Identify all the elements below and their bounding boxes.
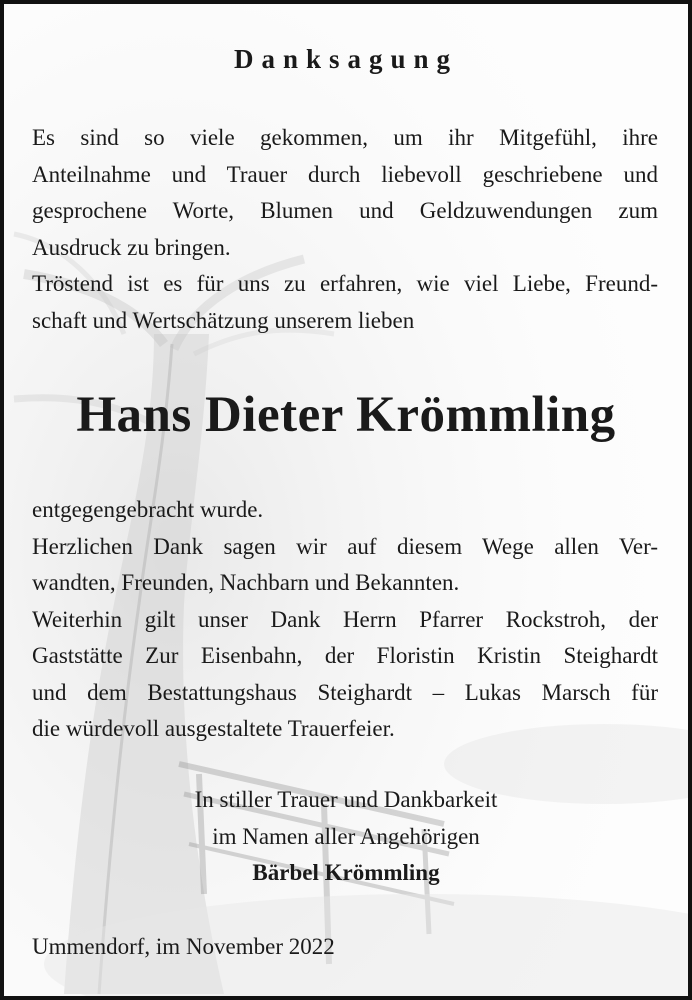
intro-line: gesprochene Worte, Blumen und Geldzuwendungen zum — [32, 198, 658, 223]
thanks-paragraph — [32, 492, 658, 748]
place-and-date: Ummendorf, im November 2022 — [32, 934, 335, 959]
body-line: die würdevoll ausgestaltete Trauerfeier. — [32, 716, 395, 741]
body-line: Gaststätte Zur Eisenbahn, der Floristin Kristin Steighardt — [32, 643, 658, 668]
body-line: Weiterhin gilt unser Dank Herrn Pfarrer Rockstroh, der — [32, 606, 658, 632]
closing-line: In stiller Trauer und Dankbarkeit — [194, 787, 498, 812]
intro-line: schaft und Wertschätzung unserem lieben — [32, 307, 415, 333]
body-line: entgegengebracht wurde. — [32, 497, 264, 522]
deceased-name: Hans Dieter Krömmling — [76, 387, 616, 443]
intro-line: Tröstend ist es für uns zu erfahren, wie viel Liebe, Freund- — [32, 271, 658, 296]
intro-line: Es sind so viele gekommen, um ihr Mitgefühl, ihre — [32, 125, 658, 150]
closing-line: im Namen aller Angehörigen — [212, 823, 480, 849]
closing-block — [4, 782, 688, 892]
intro-line: Ausdruck zu bringen. — [32, 234, 231, 260]
intro-paragraph — [32, 120, 658, 339]
body-line: Herzlichen Dank sagen wir auf diesem Wege allen Ver- — [32, 533, 658, 559]
body-line: wandten, Freunden, Nachbarn und Bekannten. — [32, 570, 460, 595]
page-title: Danksagung — [233, 44, 459, 74]
intro-line: Anteilnahme und Trauer durch liebevoll geschriebene und — [32, 161, 658, 187]
body-line: und dem Bestattungshaus Steighardt – Lukas Marsch für — [32, 679, 658, 705]
signer-name: Bärbel Krömmling — [252, 860, 440, 885]
